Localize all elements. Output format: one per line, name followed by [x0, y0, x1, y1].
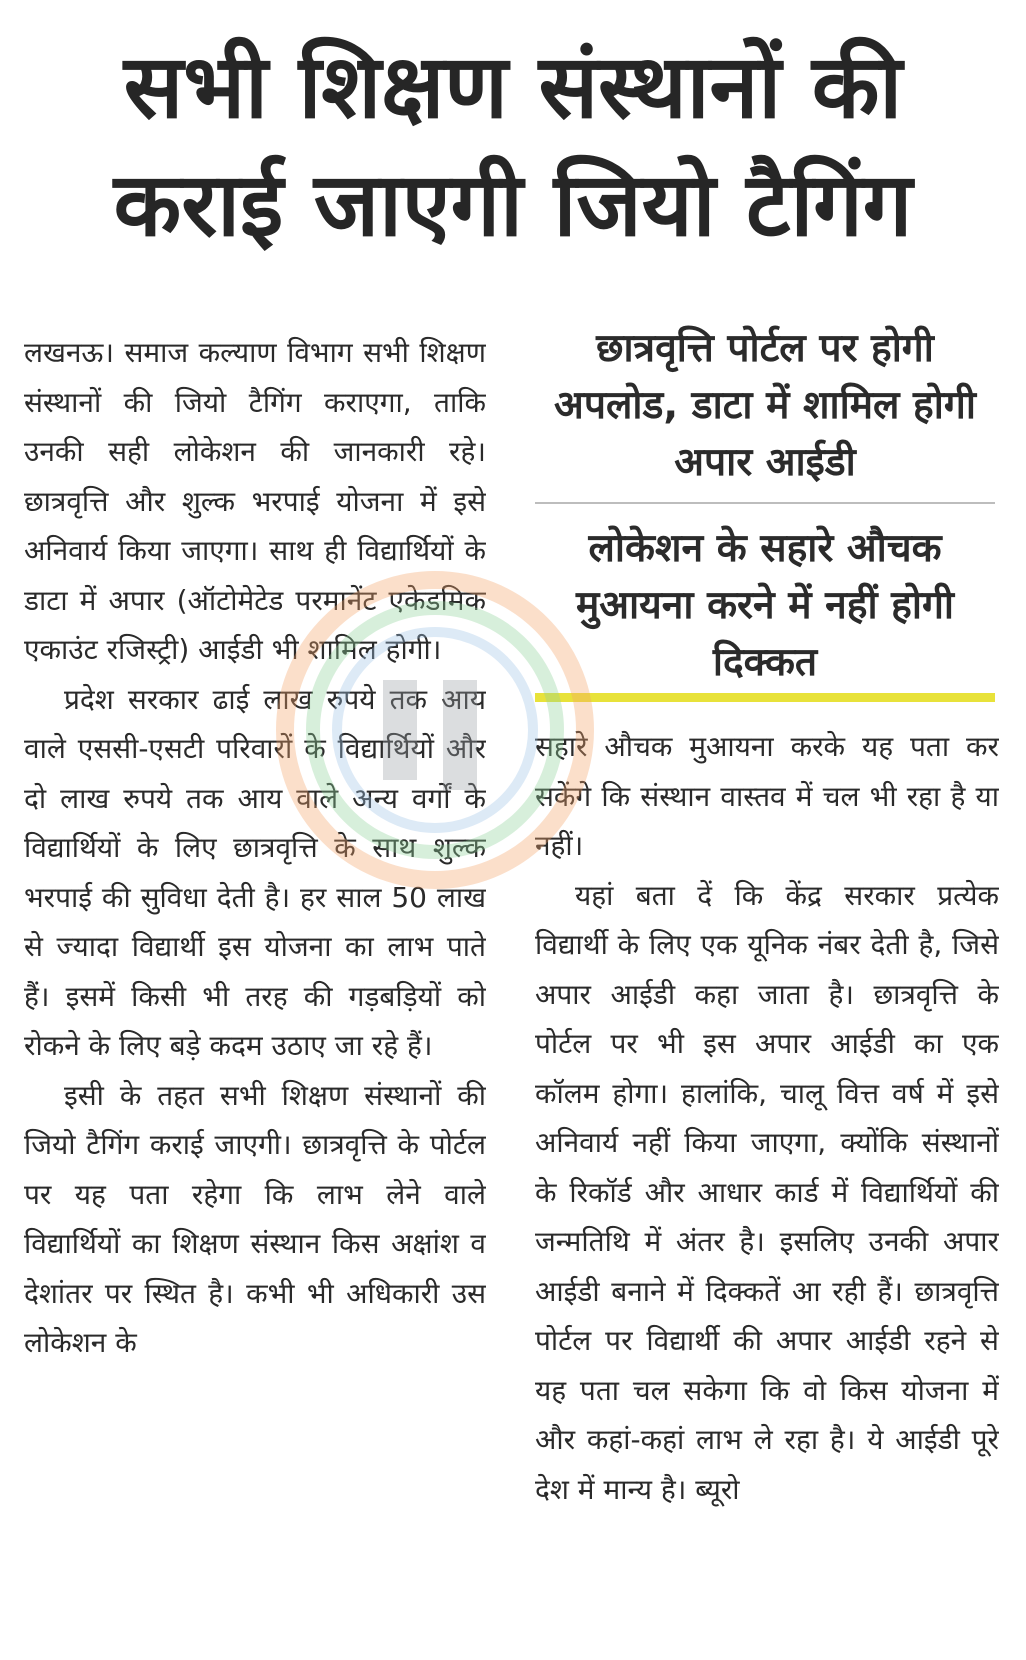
right-column — [535, 722, 999, 1648]
grey-divider — [535, 502, 995, 504]
right-paragraph-1: सहारे औचक मुआयना करके यह पता कर सकेंगे कि संस्थान वास्तव में चल भी रहा है या नहीं। — [535, 730, 999, 862]
left-paragraph-3: इसी के तहत सभी शिक्षण संस्थानों की जियो टैगिंग कराई जाएगी। छात्रवृत्ति के पोर्टल पर यह पता रहेगा कि लाभ लेने वाले विद्यार्थियों का शिक्षण संस्थान किस अक्षांश व देशांतर पर स्थित है। कभी भी अधिकारी उस लोकेशन के — [24, 1078, 486, 1359]
article-headline — [0, 28, 1026, 264]
headline-line-2: कराई जाएगी जियो टैगिंग — [113, 153, 913, 256]
subheading-location: लोकेशन के सहारे औचक मुआयना करने में नहीं होगी दिक्कत — [575, 526, 955, 685]
subheading-upload: छात्रवृत्ति पोर्टल पर होगी अपलोड, डाटा में शामिल होगी अपार आईडी — [554, 326, 976, 485]
left-paragraph-2: प्रदेश सरकार ढाई लाख रुपये तक आय वाले एससी-एसटी परिवारों के विद्यार्थियों और दो लाख रुपये तक आय वाले अन्य वर्गों के विद्यार्थियों के लिए छात्रवृत्ति के साथ शुल्क भरपाई की सुविधा देती है। हर साल 50 लाख से ज्यादा विद्यार्थी इस योजना का लाभ पाते हैं। इसमें किसी भी तरह की गड़बड़ियों को रोकने के लिए बड़े कदम उठाए जा रहे हैं। — [24, 682, 486, 1062]
left-paragraph-1: लखनऊ। समाज कल्याण विभाग सभी शिक्षण संस्थानों की जियो टैगिंग कराएगा, ताकि उनकी सही लोकेशन की जानकारी रहे। छात्रवृत्ति और शुल्क भरपाई योजना में इसे अनिवार्य किया जाएगा। साथ ही विद्यार्थियों के डाटा में अपार (ऑटोमेटेड परमानेंट एकेडमिक एकाउंट रजिस्ट्री) आईडी भी शामिल होगी। — [24, 336, 486, 666]
right-paragraph-2: यहां बता दें कि केंद्र सरकार प्रत्येक विद्यार्थी के लिए एक यूनिक नंबर देती है, जिसे अपार आईडी कहा जाता है। छात्रवृत्ति के पोर्टल पर भी इस अपार आईडी का एक कॉलम होगा। हालांकि, चालू वित्त वर्ष में इसे अनिवार्य नहीं किया जाएगा, क्योंकि संस्थानों के रिकॉर्ड और आधार कार्ड में विद्यार्थियों की जन्मतिथि में अंतर है। इसलिए उनकी अपार आईडी बनाने में दिक्कतें आ रही हैं। छात्रवृत्ति पोर्टल पर विद्यार्थी की अपार आईडी रहने से यह पता चल सकेगा कि वो किस योजना में और कहां-कहां लाभ ले रहा है। ये आईडी पूरे देश में मान्य है। ब्यूरो — [535, 878, 999, 1506]
left-column — [24, 328, 486, 1648]
yellow-divider — [535, 693, 995, 702]
headline-line-1: सभी शिक्षण संस्थानों की — [123, 35, 903, 138]
